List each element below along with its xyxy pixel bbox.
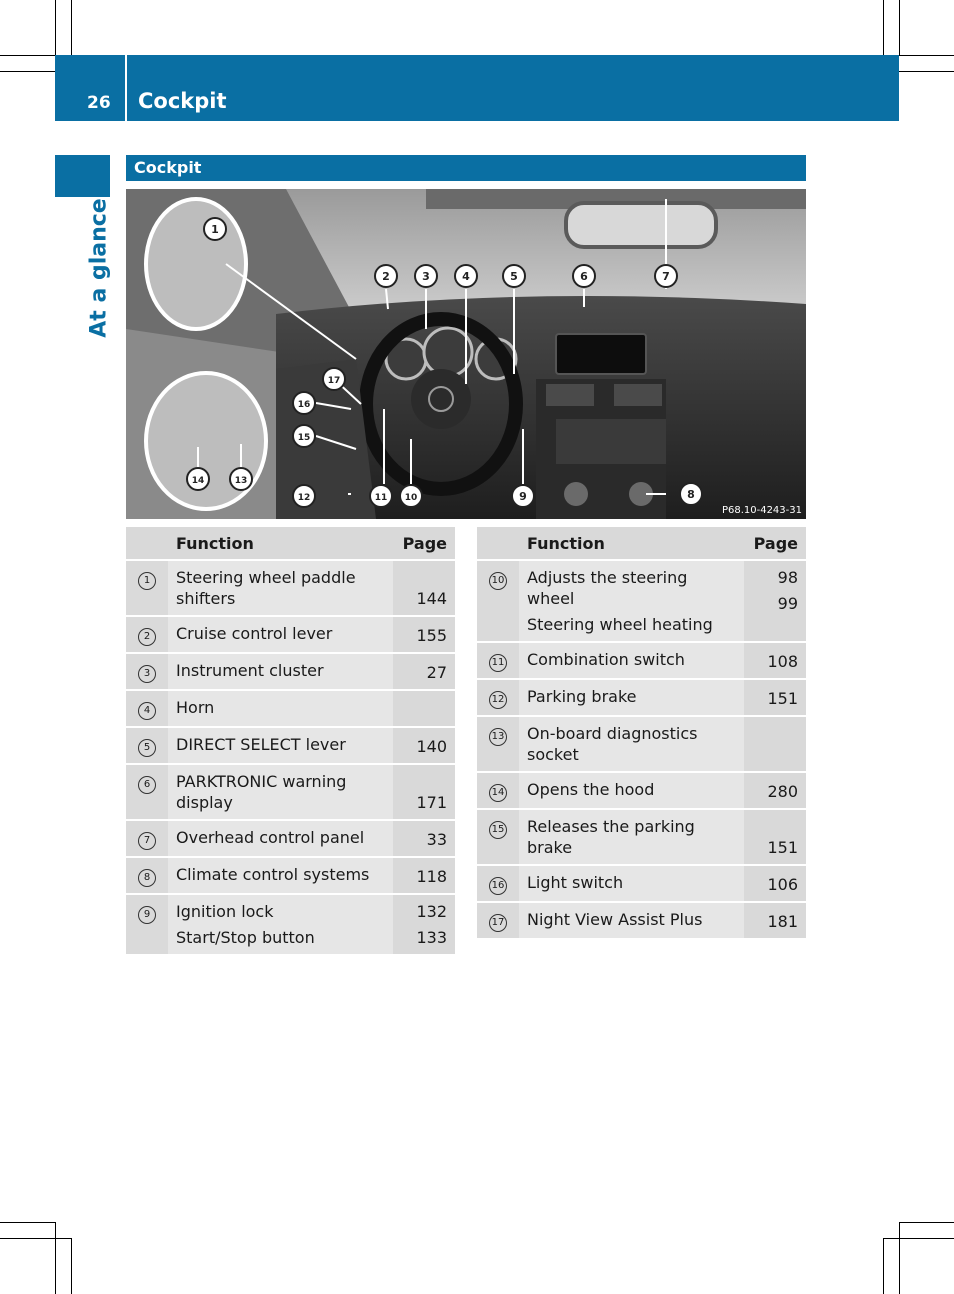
function-cell: Parking brake <box>519 679 744 716</box>
callout-label: 4 <box>462 270 470 283</box>
page-cell: 118 <box>393 857 455 894</box>
steering-wheel-hub <box>411 369 471 429</box>
page-cell: 132 133 <box>393 894 455 955</box>
climate-control-knob <box>564 482 588 506</box>
function-cell: Climate control systems <box>168 857 393 894</box>
table-row <box>126 616 455 653</box>
figure-reference-code: P68.10-4243-31 <box>721 505 802 516</box>
item-number: 5 <box>138 739 156 757</box>
table-row <box>126 560 455 616</box>
table-row <box>126 764 455 820</box>
crop-mark <box>0 71 55 72</box>
page-number: 26 <box>87 93 111 113</box>
page-cell: 140 <box>393 727 455 764</box>
page-cell: 106 <box>744 865 806 902</box>
crop-mark <box>883 1238 954 1239</box>
page-cell: 155 <box>393 616 455 653</box>
page-cell: 144 <box>393 560 455 616</box>
page-cell: 33 <box>393 820 455 857</box>
table-header-function: Function <box>519 527 744 560</box>
item-number: 15 <box>489 821 507 839</box>
section-title: Cockpit <box>134 158 202 177</box>
table-row <box>477 865 806 902</box>
table-row <box>477 560 806 642</box>
item-number: 13 <box>489 728 507 746</box>
function-cell: Steering wheel paddle shifters <box>168 560 393 616</box>
page-cell <box>393 690 455 727</box>
callout-label: 15 <box>297 433 311 443</box>
crop-mark <box>0 1222 55 1223</box>
item-number: 12 <box>489 691 507 709</box>
callout-label: 9 <box>519 490 527 503</box>
function-cell: Adjusts the steering wheel Steering wheel heating <box>519 560 744 642</box>
item-number: 1 <box>138 572 156 590</box>
function-cell: Light switch <box>519 865 744 902</box>
table-row <box>477 642 806 679</box>
crop-mark <box>899 1222 900 1294</box>
section-heading <box>126 155 806 181</box>
item-number: 6 <box>138 776 156 794</box>
callout-label: 2 <box>382 270 390 283</box>
page-cell: 171 <box>393 764 455 820</box>
page-cell <box>744 716 806 772</box>
inset-paddle-shifters <box>146 199 246 329</box>
page-title: Cockpit <box>138 89 227 113</box>
function-cell: Overhead control panel <box>168 820 393 857</box>
callout-label: 13 <box>234 476 248 486</box>
crop-mark <box>883 0 884 55</box>
page-header <box>55 55 899 121</box>
crop-mark <box>899 0 900 55</box>
table-row <box>477 809 806 865</box>
callout-label: 7 <box>662 270 670 283</box>
crop-mark <box>0 55 55 56</box>
crop-mark <box>0 1238 71 1239</box>
table-row <box>126 653 455 690</box>
function-cell: DIRECT SELECT lever <box>168 727 393 764</box>
function-cell: Ignition lock Start/Stop button <box>168 894 393 955</box>
crop-mark <box>899 71 954 72</box>
page-cell: 27 <box>393 653 455 690</box>
callout-label: 16 <box>297 400 311 410</box>
table-row <box>477 716 806 772</box>
function-cell: Combination switch <box>519 642 744 679</box>
callout-label: 10 <box>404 493 418 503</box>
callout-label: 3 <box>422 270 430 283</box>
item-number: 9 <box>138 906 156 924</box>
callout-label: 17 <box>327 376 341 386</box>
function-table-left <box>126 527 455 956</box>
crop-mark <box>71 0 72 55</box>
table-row <box>477 772 806 809</box>
function-cell: PARKTRONIC warning display <box>168 764 393 820</box>
crop-mark <box>71 1238 72 1294</box>
item-number: 14 <box>489 784 507 802</box>
function-cell: Horn <box>168 690 393 727</box>
item-number: 2 <box>138 628 156 646</box>
item-number: 10 <box>489 572 507 590</box>
function-cell: Night View Assist Plus <box>519 902 744 939</box>
side-tab-label: At a glance <box>86 198 112 338</box>
page-cell: 280 <box>744 772 806 809</box>
table-row <box>126 690 455 727</box>
item-number: 17 <box>489 914 507 932</box>
function-cell: On-board diagnostics socket <box>519 716 744 772</box>
callout-label: 8 <box>687 488 695 501</box>
table-header-page: Page <box>744 527 806 560</box>
crop-mark <box>55 1222 56 1294</box>
callout-label: 5 <box>510 270 518 283</box>
radio-buttons <box>556 419 666 464</box>
table-header-row <box>477 527 806 560</box>
item-number: 3 <box>138 665 156 683</box>
function-cell: Cruise control lever <box>168 616 393 653</box>
page-cell: 108 <box>744 642 806 679</box>
page-cell: 151 <box>744 679 806 716</box>
item-number: 8 <box>138 869 156 887</box>
function-cell: Opens the hood <box>519 772 744 809</box>
table-row <box>477 679 806 716</box>
callout-label: 12 <box>297 493 311 503</box>
table-header-number <box>126 527 168 560</box>
function-table-right <box>477 527 806 940</box>
function-cell: Instrument cluster <box>168 653 393 690</box>
table-header-page: Page <box>393 527 455 560</box>
navigation-display <box>556 334 646 374</box>
crop-mark <box>899 1222 954 1223</box>
item-number: 11 <box>489 654 507 672</box>
item-number: 7 <box>138 832 156 850</box>
table-row <box>477 902 806 939</box>
table-header-function: Function <box>168 527 393 560</box>
function-cell: Releases the parking brake <box>519 809 744 865</box>
table-row <box>126 727 455 764</box>
crop-mark <box>899 55 954 56</box>
page-cell: 151 <box>744 809 806 865</box>
crop-mark <box>883 1238 884 1294</box>
callout-label: 14 <box>191 476 205 486</box>
table-row <box>126 857 455 894</box>
callout-label: 6 <box>580 270 588 283</box>
page-cell: 98 99 <box>744 560 806 642</box>
cockpit-figure <box>126 189 806 519</box>
side-tab <box>55 155 110 197</box>
page-cell: 181 <box>744 902 806 939</box>
table-header-row <box>126 527 455 560</box>
crop-mark <box>55 0 56 55</box>
callout-label: 11 <box>374 493 388 503</box>
table-row <box>126 820 455 857</box>
header-divider <box>125 55 127 121</box>
callout-label: 1 <box>211 223 219 236</box>
rear-view-mirror <box>566 203 716 247</box>
table-header-number <box>477 527 519 560</box>
table-row <box>126 894 455 955</box>
item-number: 16 <box>489 877 507 895</box>
item-number: 4 <box>138 702 156 720</box>
